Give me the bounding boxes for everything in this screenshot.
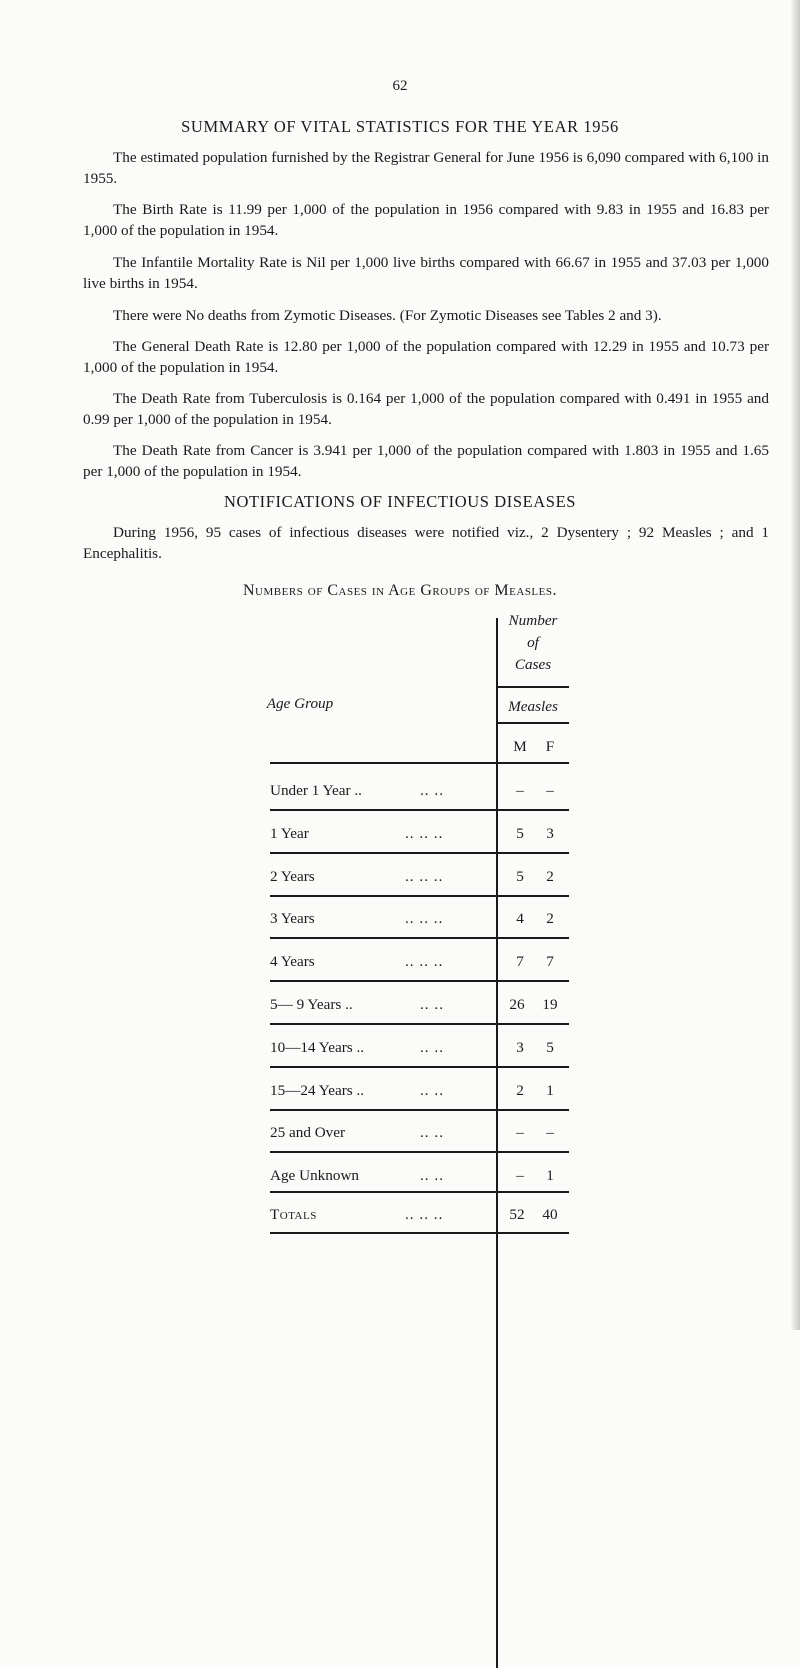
row-rule (270, 1191, 569, 1193)
row-rule (270, 1151, 569, 1153)
table-title: Numbers of Cases in Age Groups of Measles. (242, 582, 557, 599)
row-female-count: – (546, 782, 554, 799)
header-rule (497, 686, 569, 688)
row-male-count: 2 (516, 1082, 524, 1099)
row-male-count: 3 (516, 1039, 524, 1056)
row-dot-leader: .. .. .. (405, 825, 444, 842)
header-measles: Measles (508, 698, 558, 715)
row-age-label: 15—24 Years .. (270, 1082, 365, 1099)
header-rule (497, 722, 569, 724)
row-male-count: – (516, 1167, 524, 1184)
row-male-count: 5 (516, 825, 524, 842)
row-dot-leader: .. .. (420, 1124, 444, 1141)
paragraph-general-death-rate: The General Death Rate is 12.80 per 1,000 of the population compared with 12.29 in 1955 and 10.73 per 1,000 of the population in 1954. (83, 338, 769, 376)
row-male-count: 4 (516, 910, 524, 927)
totals-female-count: 40 (542, 1206, 558, 1223)
header-of: of (527, 634, 539, 651)
header-female: F (545, 738, 555, 755)
row-age-label: 10—14 Years .. (270, 1039, 365, 1056)
row-dot-leader: .. .. (420, 996, 444, 1013)
header-cases: Cases (514, 656, 552, 673)
row-age-label: 4 Years (270, 953, 315, 970)
row-female-count: 2 (546, 868, 554, 885)
header-age-group: Age Group (266, 695, 334, 712)
row-rule (270, 1109, 569, 1111)
row-female-count: 5 (546, 1039, 554, 1056)
row-female-count: 2 (546, 910, 554, 927)
paragraph-zymotic: There were No deaths from Zymotic Diseases. (For Zymotic Diseases see Tables 2 and 3). (113, 307, 662, 324)
row-dot-leader: .. .. (420, 1167, 444, 1184)
totals-label: Totals (270, 1206, 317, 1223)
row-male-count: – (516, 1124, 524, 1141)
row-female-count: 3 (546, 825, 554, 842)
row-dot-leader: .. .. (420, 1039, 444, 1056)
row-female-count: 1 (546, 1167, 554, 1184)
row-dot-leader: .. .. .. (405, 1206, 444, 1223)
row-dot-leader: .. .. .. (405, 910, 444, 927)
row-female-count: 19 (542, 996, 558, 1013)
row-dot-leader: .. .. .. (405, 953, 444, 970)
row-age-label: Under 1 Year .. (270, 782, 362, 799)
paragraph-cancer: The Death Rate from Cancer is 3.941 per 1,000 of the population compared with 1.803 in 1955 and 1.65 per 1,000 of the population in 1954. (83, 442, 769, 480)
row-rule (270, 1023, 569, 1025)
header-rule (270, 762, 569, 764)
row-female-count: – (546, 1124, 554, 1141)
row-male-count: 5 (516, 868, 524, 885)
row-age-label: 1 Year (270, 825, 309, 842)
row-female-count: 7 (546, 953, 554, 970)
summary-heading: SUMMARY OF VITAL STATISTICS FOR THE YEAR 1956 (181, 117, 619, 136)
row-age-label: Age Unknown (270, 1167, 360, 1184)
table-bottom-rule (270, 1232, 569, 1234)
row-dot-leader: .. .. .. (405, 868, 444, 885)
page-number: 62 (392, 78, 408, 94)
row-age-label: 3 Years (270, 910, 315, 927)
row-dot-leader: .. .. (420, 1082, 444, 1099)
row-rule (270, 937, 569, 939)
row-age-label: 25 and Over (270, 1124, 346, 1141)
paragraph-birth-rate: The Birth Rate is 11.99 per 1,000 of the population in 1956 compared with 9.83 in 1955 and 16.83 per 1,000 of the population in 1954. (83, 201, 769, 239)
row-age-label: 2 Years (270, 868, 315, 885)
column-divider (496, 618, 498, 1668)
paragraph-tuberculosis: The Death Rate from Tuberculosis is 0.164 per 1,000 of the population compared with 0.491 in 1955 and 0.99 per 1,000 of the population in 1954. (83, 390, 769, 428)
row-age-label: 5— 9 Years .. (270, 996, 353, 1013)
page-edge-shadow (790, 0, 800, 1330)
notifications-heading: NOTIFICATIONS OF INFECTIOUS DISEASES (223, 492, 577, 511)
paragraph-population: The estimated population furnished by the Registrar General for June 1956 is 6,090 compared with 6,100 in 1955. (83, 149, 769, 187)
row-male-count: 7 (516, 953, 524, 970)
row-rule (270, 809, 569, 811)
row-rule (270, 1066, 569, 1068)
paragraph-notifications: During 1956, 95 cases of infectious diseases were notified viz., 2 Dysentery ; 92 Measles ; and 1 Encephalitis. (83, 524, 769, 562)
row-rule (270, 852, 569, 854)
row-rule (270, 895, 569, 897)
totals-male-count: 52 (509, 1206, 525, 1223)
header-male: M (513, 738, 527, 755)
paragraph-infant-mortality: The Infantile Mortality Rate is Nil per 1,000 live births compared with 66.67 in 1955 and 37.03 per 1,000 live births in 1954. (83, 254, 769, 292)
row-female-count: 1 (546, 1082, 554, 1099)
row-rule (270, 980, 569, 982)
header-number: Number (508, 612, 558, 629)
row-male-count: – (516, 782, 524, 799)
row-male-count: 26 (509, 996, 525, 1013)
row-dot-leader: .. .. (420, 782, 444, 799)
